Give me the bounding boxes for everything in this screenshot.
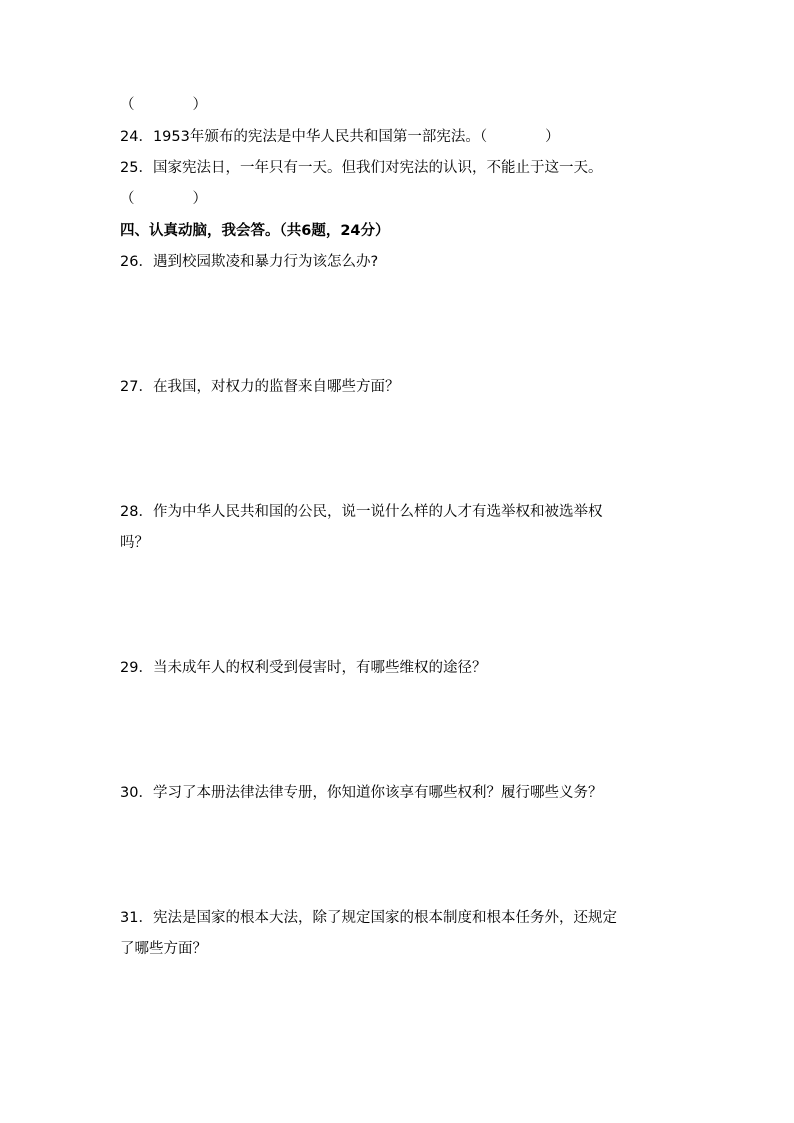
question-26: 26．遇到校园欺凌和暴力行为该怎么办? <box>120 254 379 270</box>
question-28-line-1: 28．作为中华人民共和国的公民，说一说什么样的人才有选举权和被选举权 <box>120 504 603 520</box>
question-30: 30．学习了本册法律法律专册，你知道你该享有哪些权利？履行哪些义务？ <box>120 785 603 801</box>
section-4-heading: 四、认真动脑，我会答。（共6题，24分） <box>120 223 390 239</box>
question-24: 24．1953年颁布的宪法是中华人民共和国第一部宪法。（ ） <box>120 129 560 145</box>
question-28-line-2: 吗？ <box>120 535 149 551</box>
question-31-line-1: 31．宪法是国家的根本大法，除了规定国家的根本制度和根本任务外，还规定 <box>120 910 617 926</box>
question-31-line-2: 了哪些方面？ <box>120 941 207 957</box>
q23-answer-bracket: （ ） <box>120 97 207 113</box>
question-27: 27．在我国，对权力的监督来自哪些方面？ <box>120 379 400 395</box>
q25-answer-bracket: （ ） <box>120 191 207 207</box>
question-29: 29．当未成年人的权利受到侵害时，有哪些维权的途径？ <box>120 660 487 676</box>
question-25: 25．国家宪法日，一年只有一天。但我们对宪法的认识，不能止于这一天。 <box>120 160 603 176</box>
